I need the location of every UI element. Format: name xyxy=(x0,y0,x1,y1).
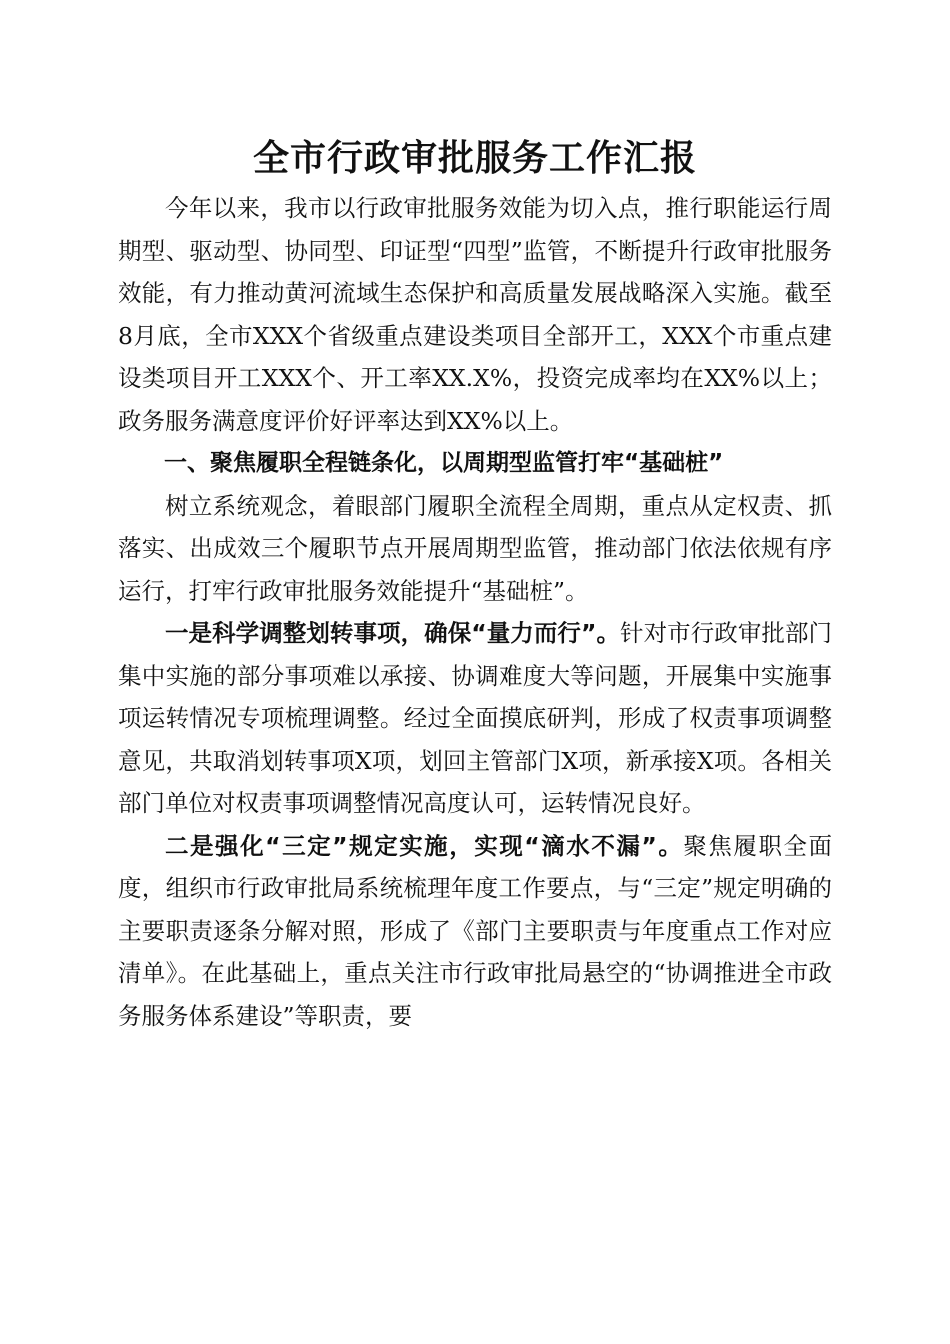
section-intro-paragraph: 树立系统观念，着眼部门履职全流程全周期，重点从定权责、抓落实、出成效三个履职节点开展周期型监管，推动部门依法依规有序运行，打牢行政审批服务效能提升“基础桩”。 xyxy=(118,491,832,605)
intro-paragraph: 今年以来，我市以行政审批服务效能为切入点，推行职能运行周期型、驱动型、协同型、印证型“四型”监管，不断提升行政审批服务效能，有力推动黄河流域生态保护和高质量发展战略深入实施。截至8月底，全市XXX个省级重点建设类项目全部开工，XXX个市重点建设类项目开工XXX个、开工率XX.X%，投资完成率均在XX%以上；政务服务满意度评价好评率达到XX%以上。 xyxy=(118,194,832,435)
item-2-lead: 二是强化“三定”规定实施，实现“滴水不漏”。 xyxy=(165,831,684,860)
document-title: 全市行政审批服务工作汇报 xyxy=(252,137,697,179)
document-body xyxy=(118,187,832,1037)
item-paragraph-1 xyxy=(118,612,832,825)
item-2-text: 聚焦履职全面度，组织市行政审批局系统梳理年度工作要点，与“三定”规定明确的主要职责逐条分解对照，形成了《部门主要职责与年度重点工作对应清单》。在此基础上，重点关注市行政审批局悬空的“协调推进全市政务服务体系建设”等职责，要 xyxy=(118,831,833,1030)
item-1-text: 针对市行政审批部门集中实施的部分事项难以承接、协调难度大等问题，开展集中实施事项运转情况专项梳理调整。经过全面摸底研判，形成了权责事项调整意见，共取消划转事项X项，划回主管部门X项，新承接X项。各相关部门单位对权责事项调整情况高度认可，运转情况良好。 xyxy=(118,619,833,817)
item-1-lead: 一是科学调整划转事项，确保“量力而行”。 xyxy=(165,619,621,647)
section-heading: 一、聚焦履职全程链条化，以周期型监管打牢“基础桩” xyxy=(164,450,724,476)
item-paragraph-2 xyxy=(118,825,832,1038)
